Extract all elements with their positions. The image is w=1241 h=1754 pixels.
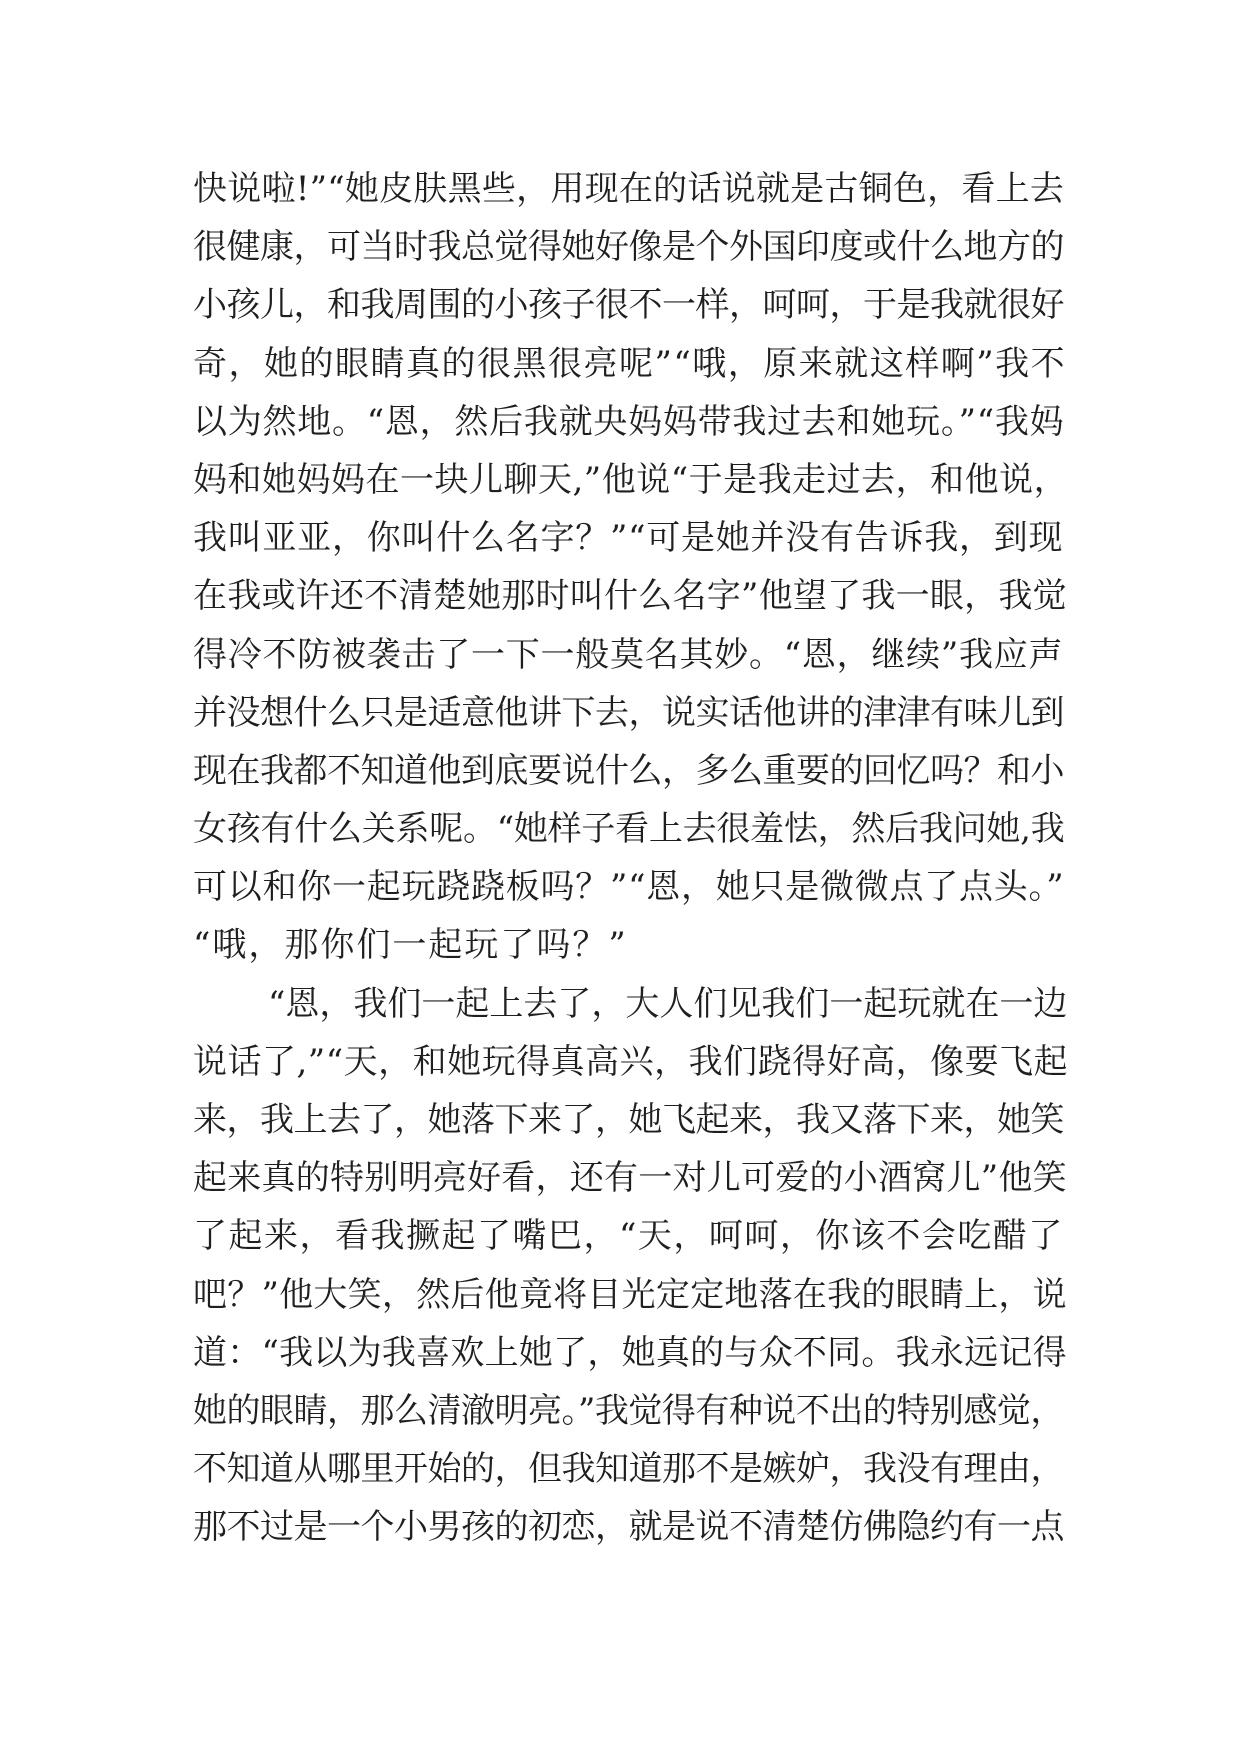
text-line: 并没想什么只是适意他讲下去，说实话他讲的津津有味儿到	[193, 692, 1064, 733]
paragraph	[193, 975, 1068, 1557]
text-line: 说话了,”“天，和她玩得真高兴，我们跷得好高，像要飞起	[193, 1041, 1069, 1082]
text-line: 奇，她的眼睛真的很黑很亮呢”“哦，原来就这样啊”我不	[193, 343, 1067, 384]
text-line: 道：“我以为我喜欢上她了，她真的与众不同。我永远记得	[193, 1332, 1067, 1373]
body-text	[193, 160, 1068, 1557]
text-line: 很健康，可当时我总觉得她好像是个外国印度或什么地方的	[193, 227, 1064, 268]
text-line: 那不过是一个小男孩的初恋，就是说不清楚仿佛隐约有一点	[193, 1507, 1064, 1548]
text-line: 吧？”他大笑，然后他竟将目光定定地落在我的眼睛上，说	[193, 1274, 1067, 1315]
text-line: 快说啦!”“她皮肤黑些，用现在的话说就是古铜色，看上去	[193, 169, 1065, 209]
text-line: “哦，那你们一起玩了吗？”	[193, 925, 628, 966]
text-line: 不知道从哪里开始的，但我知道那不是嫉妒，我没有理由，	[193, 1449, 1064, 1490]
text-line: 她的眼睛，那么清澈明亮。”我觉得有种说不出的特别感觉，	[193, 1390, 1064, 1431]
text-line: 小孩儿，和我周围的小孩子很不一样，呵呵，于是我就很好	[193, 285, 1064, 326]
text-line: 来，我上去了，她落下来了，她飞起来，我又落下来，她笑	[193, 1100, 1064, 1140]
text-line: “恩，我们一起上去了，大人们见我们一起玩就在一边	[268, 983, 1068, 1024]
text-line: 在我或许还不清楚她那时叫什么名字”他望了我一眼，我觉	[193, 576, 1067, 617]
text-line: 以为然地。“恩，然后我就央妈妈带我过去和她玩。”“我妈	[193, 401, 1065, 442]
text-line: 可以和你一起玩跷跷板吗？”“恩，她只是微微点了点头。”	[193, 867, 1065, 908]
text-line: 女孩有什么关系呢。“她样子看上去很羞怯，然后我问她,我	[193, 809, 1065, 850]
text-line: 现在我都不知道他到底要说什么，多么重要的回忆吗？和小	[193, 750, 1064, 791]
text-line: 起来真的特别明亮好看，还有一对儿可爱的小酒窝儿”他笑	[193, 1158, 1067, 1199]
text-line: 得冷不防被袭击了一下一般莫名其妙。“恩，继续”我应声	[193, 634, 1064, 675]
paragraph	[193, 160, 1068, 975]
text-line: 了起来，看我撅起了嘴巴，“天，呵呵，你该不会吃醋了	[193, 1216, 1064, 1257]
text-line: 妈和她妈妈在一块儿聊天,”他说“于是我走过去，和他说，	[193, 459, 1069, 500]
text-line: 我叫亚亚，你叫什么名字？”“可是她并没有告诉我，到现	[193, 518, 1064, 559]
